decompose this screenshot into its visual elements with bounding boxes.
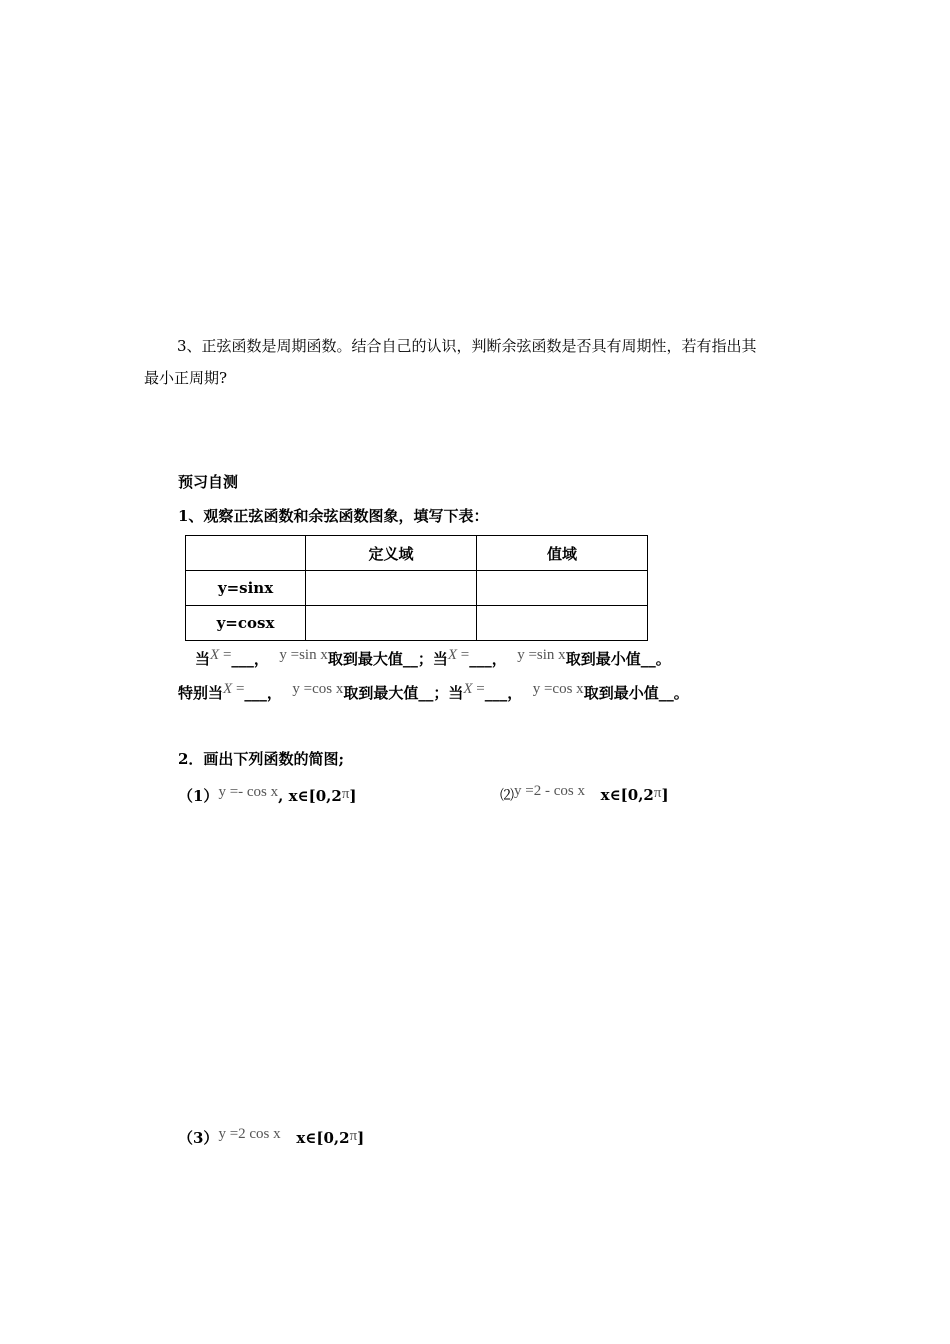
item-label: （1） bbox=[178, 787, 219, 805]
text-segment: 当 bbox=[195, 650, 211, 668]
math-pi: π bbox=[653, 785, 662, 801]
text-segment: 取到最大值__；当 bbox=[343, 684, 464, 702]
blank[interactable]: ___ bbox=[244, 684, 267, 702]
math-pi: π bbox=[341, 786, 350, 802]
table-cell-range[interactable] bbox=[477, 606, 648, 641]
text-segment: 取到最小值__。 bbox=[583, 684, 689, 702]
graph-item-3 bbox=[178, 1127, 364, 1148]
item-domain: x∈[0,2 bbox=[600, 786, 654, 804]
cos-extrema-line bbox=[178, 682, 689, 703]
table-cell-domain[interactable] bbox=[306, 571, 477, 606]
domain-range-table bbox=[185, 535, 648, 641]
blank[interactable]: ___ bbox=[469, 650, 492, 668]
text-segment: 取到最小值__。 bbox=[565, 650, 671, 668]
question-3 bbox=[144, 330, 814, 394]
math-function: y =2 cos x bbox=[218, 1126, 281, 1142]
graph-item-1 bbox=[178, 785, 357, 806]
text-segment: 特别当 bbox=[178, 684, 224, 702]
question-3-line1: 3、正弦函数是周期函数。结合自己的认识，判断余弦函数是否具有周期性，若有指出其 bbox=[177, 337, 757, 355]
math-cos-fn: y =cos x bbox=[532, 681, 584, 697]
table-cell-range[interactable] bbox=[477, 571, 648, 606]
table-row bbox=[186, 571, 648, 606]
table-header-cell bbox=[186, 536, 306, 571]
math-x: X = bbox=[447, 647, 470, 663]
item-bracket: ] bbox=[349, 787, 357, 805]
text-segment: 取到最大值__；当 bbox=[327, 650, 448, 668]
math-cos-fn: y =cos x bbox=[292, 681, 344, 697]
item-bracket: ] bbox=[357, 1129, 365, 1147]
table-header-cell: 定义域 bbox=[306, 536, 477, 571]
math-x: X = bbox=[463, 681, 485, 697]
item-label: ⑵ bbox=[500, 788, 514, 804]
graph-item-2 bbox=[500, 785, 669, 805]
item-domain: , x∈[0,2 bbox=[278, 787, 342, 805]
table-header-row bbox=[186, 536, 648, 571]
table-cell-function: y=cosx bbox=[186, 606, 306, 641]
text-segment: ， bbox=[266, 684, 282, 702]
table-row bbox=[186, 606, 648, 641]
question-3-line2: 最小正周期? bbox=[144, 369, 228, 387]
item-label: （3） bbox=[178, 1129, 219, 1147]
text-segment: ， bbox=[253, 650, 269, 668]
blank[interactable]: ___ bbox=[484, 684, 508, 702]
text-segment: ， bbox=[507, 684, 523, 702]
table-header-cell: 值域 bbox=[477, 536, 648, 571]
blank[interactable]: ___ bbox=[231, 650, 254, 668]
math-function: y =- cos x bbox=[218, 784, 279, 800]
task-2-instruction: 2．画出下列函数的简图; bbox=[178, 750, 344, 768]
sin-extrema-line bbox=[195, 648, 671, 669]
math-x: X = bbox=[210, 647, 232, 663]
math-x: X = bbox=[223, 681, 245, 697]
item-domain: x∈[0,2 bbox=[296, 1129, 350, 1147]
item-bracket: ] bbox=[661, 786, 669, 804]
task-1-instruction: 1、观察正弦函数和余弦函数图象，填写下表： bbox=[178, 507, 489, 525]
math-sin-fn: y =sin x bbox=[517, 647, 566, 663]
math-function: y =2 - cos x bbox=[514, 783, 585, 799]
math-sin-fn: y =sin x bbox=[279, 647, 328, 663]
table-cell-domain[interactable] bbox=[306, 606, 477, 641]
text-segment: ， bbox=[491, 650, 507, 668]
section-heading: 预习自测 bbox=[178, 473, 239, 491]
table-cell-function: y=sinx bbox=[186, 571, 306, 606]
math-pi: π bbox=[349, 1128, 358, 1144]
